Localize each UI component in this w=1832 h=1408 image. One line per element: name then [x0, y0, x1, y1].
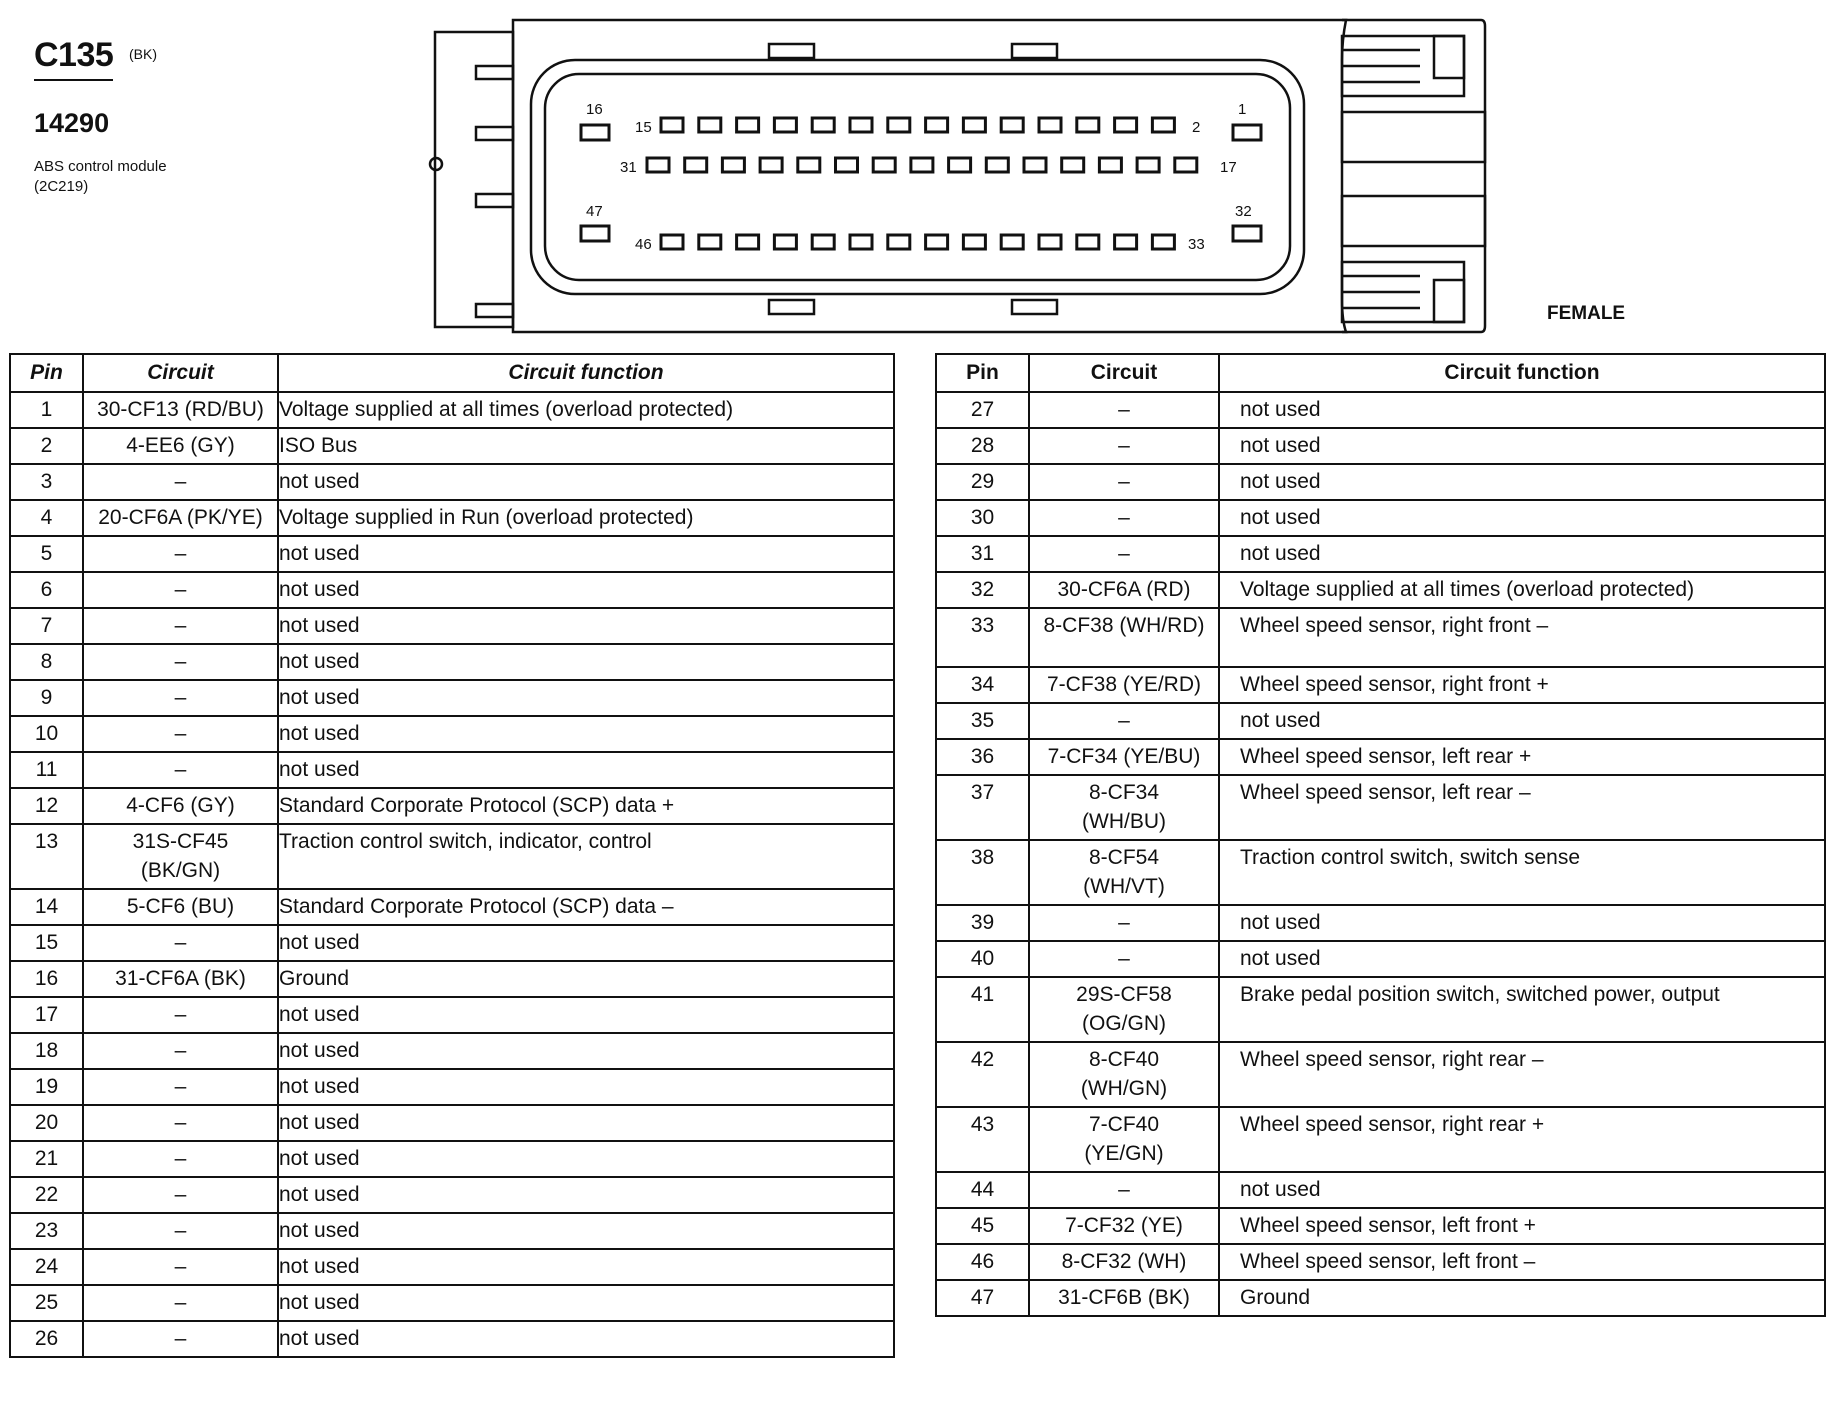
cavity-label-46: 46 — [635, 236, 652, 253]
circuit-cell: – — [83, 1321, 278, 1357]
table-row — [936, 703, 1825, 739]
circuit-cell: – — [1029, 536, 1219, 572]
function-cell: Ground — [278, 961, 894, 997]
function-cell: not used — [278, 1177, 894, 1213]
pin-cavity — [581, 125, 609, 140]
header-pin: Pin — [10, 354, 83, 392]
pin-cavity — [737, 235, 759, 249]
circuit-cell: – — [1029, 905, 1219, 941]
circuit-cell: 8-CF32 (WH) — [1029, 1244, 1219, 1280]
table-row — [936, 941, 1825, 977]
connector-housing — [513, 20, 1346, 332]
cavity-label-2: 2 — [1192, 119, 1201, 136]
cavity-label-32: 32 — [1235, 203, 1252, 220]
function-cell: Brake pedal position switch, switched power, output — [1219, 977, 1825, 1042]
pin-cell: 37 — [936, 775, 1029, 840]
pin-cell: 39 — [936, 905, 1029, 941]
pin-cell: 27 — [936, 392, 1029, 428]
function-cell: Standard Corporate Protocol (SCP) data – — [278, 889, 894, 925]
table-row — [936, 1208, 1825, 1244]
pin-cavity — [699, 235, 721, 249]
module-code: (2C219) — [34, 178, 89, 195]
table-row — [10, 644, 894, 680]
pin-cell: 45 — [936, 1208, 1029, 1244]
circuit-cell: 7-CF32 (YE) — [1029, 1208, 1219, 1244]
pin-cell: 5 — [10, 536, 83, 572]
function-cell: not used — [278, 1033, 894, 1069]
table-header-row — [10, 354, 894, 392]
cavity-label-33: 33 — [1188, 236, 1205, 253]
function-cell: Wheel speed sensor, right front + — [1219, 667, 1825, 703]
circuit-cell: – — [83, 1069, 278, 1105]
circuit-cell: 8-CF40 (WH/GN) — [1029, 1042, 1219, 1107]
table-row — [936, 905, 1825, 941]
pin-cavity — [661, 118, 683, 132]
function-cell: not used — [1219, 428, 1825, 464]
circuit-cell: 8-CF54 (WH/VT) — [1029, 840, 1219, 905]
function-cell: Traction control switch, indicator, control — [278, 824, 894, 889]
pin-cell: 47 — [936, 1280, 1029, 1316]
pin-cell: 6 — [10, 572, 83, 608]
pin-area-inner — [545, 74, 1290, 280]
pin-cavity — [1024, 158, 1046, 172]
pin-cell: 29 — [936, 464, 1029, 500]
circuit-cell: – — [83, 1105, 278, 1141]
function-cell: ISO Bus — [278, 428, 894, 464]
pin-table-right — [935, 353, 1826, 1317]
function-cell: Voltage supplied at all times (overload protected) — [1219, 572, 1825, 608]
circuit-cell: – — [83, 536, 278, 572]
pin-cavity — [1115, 118, 1137, 132]
pin-cell: 12 — [10, 788, 83, 824]
function-cell: not used — [278, 680, 894, 716]
pin-cell: 21 — [10, 1141, 83, 1177]
table-row — [936, 977, 1825, 1042]
function-cell: not used — [278, 1321, 894, 1357]
function-cell: Wheel speed sensor, left front + — [1219, 1208, 1825, 1244]
connector-id: C135 — [34, 36, 113, 81]
pin-cell: 43 — [936, 1107, 1029, 1172]
function-cell: Wheel speed sensor, left rear + — [1219, 739, 1825, 775]
function-cell: not used — [278, 536, 894, 572]
table-row — [936, 392, 1825, 428]
pin-cavity — [798, 158, 820, 172]
circuit-cell: 8-CF34 (WH/BU) — [1029, 775, 1219, 840]
function-cell: not used — [278, 1285, 894, 1321]
pin-cavity — [949, 158, 971, 172]
pin-cavity — [1039, 235, 1061, 249]
circuit-cell: 7-CF38 (YE/RD) — [1029, 667, 1219, 703]
function-cell: Wheel speed sensor, left rear – — [1219, 775, 1825, 840]
pin-cavity — [836, 158, 858, 172]
circuit-cell: – — [83, 1213, 278, 1249]
function-cell: not used — [278, 644, 894, 680]
circuit-cell: 4-CF6 (GY) — [83, 788, 278, 824]
pin-cavity — [1077, 235, 1099, 249]
pin-cell: 4 — [10, 500, 83, 536]
pin-cell: 19 — [10, 1069, 83, 1105]
circuit-cell: – — [83, 1177, 278, 1213]
function-cell: not used — [278, 716, 894, 752]
pin-cavity — [986, 158, 1008, 172]
pin-cavity — [812, 235, 834, 249]
cavity-label-17: 17 — [1220, 159, 1237, 176]
pin-cavity — [963, 118, 985, 132]
function-cell: Wheel speed sensor, right rear – — [1219, 1042, 1825, 1107]
table-row — [936, 739, 1825, 775]
function-cell: not used — [1219, 536, 1825, 572]
pin-cell: 11 — [10, 752, 83, 788]
pin-cavity — [1001, 118, 1023, 132]
pin-cavity — [963, 235, 985, 249]
table-row — [936, 428, 1825, 464]
pin-cavity — [774, 118, 796, 132]
function-cell: not used — [278, 1249, 894, 1285]
cavity-label-1: 1 — [1238, 101, 1247, 118]
circuit-cell: 7-CF34 (YE/BU) — [1029, 739, 1219, 775]
function-cell: not used — [1219, 500, 1825, 536]
circuit-cell: – — [83, 1249, 278, 1285]
circuit-cell: 20-CF6A (PK/YE) — [83, 500, 278, 536]
pin-cell: 16 — [10, 961, 83, 997]
pin-cell: 13 — [10, 824, 83, 889]
pin-cavity — [1077, 118, 1099, 132]
pin-table-left — [9, 353, 895, 1358]
table-row — [10, 752, 894, 788]
pin-cell: 23 — [10, 1213, 83, 1249]
table-row — [10, 428, 894, 464]
table-row — [10, 1033, 894, 1069]
table-row — [10, 1105, 894, 1141]
pin-cell: 33 — [936, 608, 1029, 667]
table-row — [10, 1069, 894, 1105]
table-row — [10, 788, 894, 824]
function-cell: not used — [278, 572, 894, 608]
table-row — [10, 464, 894, 500]
connector-left-latch — [435, 32, 513, 327]
pin-cavity — [888, 235, 910, 249]
circuit-cell: 30-CF6A (RD) — [1029, 572, 1219, 608]
pin-cavity — [1099, 158, 1121, 172]
function-cell: not used — [1219, 941, 1825, 977]
circuit-cell: – — [1029, 703, 1219, 739]
function-cell: not used — [278, 752, 894, 788]
table-row — [10, 961, 894, 997]
part-number: 14290 — [34, 108, 110, 138]
table-row — [936, 536, 1825, 572]
circuit-cell: – — [1029, 392, 1219, 428]
table-row — [936, 464, 1825, 500]
table-row — [10, 925, 894, 961]
table-row — [10, 1285, 894, 1321]
cavity-label-31: 31 — [620, 159, 637, 176]
circuit-cell: 29S-CF58 (OG/GN) — [1029, 977, 1219, 1042]
pin-cell: 30 — [936, 500, 1029, 536]
circuit-cell: 31S-CF45 (BK/GN) — [83, 824, 278, 889]
circuit-cell: – — [83, 644, 278, 680]
pin-cell: 46 — [936, 1244, 1029, 1280]
pin-cavity — [1001, 235, 1023, 249]
pin-cavity — [760, 158, 782, 172]
function-cell: not used — [1219, 464, 1825, 500]
pin-area-outer — [531, 60, 1304, 294]
pin-cell: 42 — [936, 1042, 1029, 1107]
circuit-cell: – — [83, 1033, 278, 1069]
header-circuit: Circuit — [1029, 354, 1219, 392]
pin-cell: 36 — [936, 739, 1029, 775]
circuit-cell: 8-CF38 (WH/RD) — [1029, 608, 1219, 667]
pin-cavity — [737, 118, 759, 132]
table-header-row — [936, 354, 1825, 392]
function-cell: not used — [278, 1105, 894, 1141]
function-cell: not used — [1219, 905, 1825, 941]
pin-cell: 38 — [936, 840, 1029, 905]
pin-cavity — [850, 235, 872, 249]
table-row — [936, 500, 1825, 536]
table-row — [936, 1280, 1825, 1316]
pin-cell: 3 — [10, 464, 83, 500]
pin-cavity — [661, 235, 683, 249]
table-row — [10, 536, 894, 572]
circuit-cell: – — [83, 997, 278, 1033]
pin-cell: 26 — [10, 1321, 83, 1357]
circuit-cell: – — [1029, 428, 1219, 464]
cavity-label-47: 47 — [586, 203, 603, 220]
pin-cavity — [685, 158, 707, 172]
pin-cell: 1 — [10, 392, 83, 428]
table-row — [936, 1042, 1825, 1107]
table-row — [10, 680, 894, 716]
pin-cell: 14 — [10, 889, 83, 925]
circuit-cell: – — [83, 1285, 278, 1321]
circuit-cell: 30-CF13 (RD/BU) — [83, 392, 278, 428]
pin-cell: 22 — [10, 1177, 83, 1213]
pin-cavity — [647, 158, 669, 172]
table-row — [936, 1107, 1825, 1172]
circuit-cell: 4-EE6 (GY) — [83, 428, 278, 464]
circuit-cell: 31-CF6B (BK) — [1029, 1280, 1219, 1316]
pin-cell: 9 — [10, 680, 83, 716]
function-cell: Wheel speed sensor, right rear + — [1219, 1107, 1825, 1172]
pin-cavity — [1233, 226, 1261, 241]
pin-cavity — [911, 158, 933, 172]
header-circuit: Circuit — [83, 354, 278, 392]
function-cell: Traction control switch, switch sense — [1219, 840, 1825, 905]
header-function: Circuit function — [1219, 354, 1825, 392]
pin-cell: 32 — [936, 572, 1029, 608]
pin-cavity — [1152, 235, 1174, 249]
pin-cell: 41 — [936, 977, 1029, 1042]
table-row — [10, 500, 894, 536]
function-cell: not used — [1219, 392, 1825, 428]
table-row — [10, 1321, 894, 1357]
pin-cell: 28 — [936, 428, 1029, 464]
function-cell: not used — [278, 997, 894, 1033]
pin-cell: 24 — [10, 1249, 83, 1285]
cavity-label-16: 16 — [586, 101, 603, 118]
pin-cell: 17 — [10, 997, 83, 1033]
pin-cell: 44 — [936, 1172, 1029, 1208]
pin-cavity — [699, 118, 721, 132]
function-cell: Wheel speed sensor, right front – — [1219, 608, 1825, 667]
pin-cell: 31 — [936, 536, 1029, 572]
pin-cavity — [850, 118, 872, 132]
pin-cell: 34 — [936, 667, 1029, 703]
pin-cell: 10 — [10, 716, 83, 752]
pin-cell: 35 — [936, 703, 1029, 739]
table-row — [10, 1213, 894, 1249]
pin-cell: 25 — [10, 1285, 83, 1321]
table-row — [10, 392, 894, 428]
pin-cavity — [1137, 158, 1159, 172]
table-row — [936, 775, 1825, 840]
pin-cell: 2 — [10, 428, 83, 464]
function-cell: not used — [278, 608, 894, 644]
pin-cavity — [1175, 158, 1197, 172]
function-cell: not used — [278, 464, 894, 500]
circuit-cell: – — [1029, 500, 1219, 536]
circuit-cell: – — [1029, 941, 1219, 977]
function-cell: Voltage supplied in Run (overload protected) — [278, 500, 894, 536]
pin-cavity — [581, 226, 609, 241]
function-cell: Wheel speed sensor, left front – — [1219, 1244, 1825, 1280]
pin-cell: 18 — [10, 1033, 83, 1069]
circuit-cell: 7-CF40 (YE/GN) — [1029, 1107, 1219, 1172]
table-row — [936, 1244, 1825, 1280]
table-row — [10, 889, 894, 925]
function-cell: Voltage supplied at all times (overload protected) — [278, 392, 894, 428]
header-function: Circuit function — [278, 354, 894, 392]
function-cell: Standard Corporate Protocol (SCP) data + — [278, 788, 894, 824]
pin-cavity — [722, 158, 744, 172]
table-row — [10, 608, 894, 644]
table-row — [10, 824, 894, 889]
pin-cavity — [888, 118, 910, 132]
function-cell: not used — [1219, 703, 1825, 739]
circuit-cell: – — [83, 572, 278, 608]
circuit-cell: 5-CF6 (BU) — [83, 889, 278, 925]
pin-cavity — [1233, 125, 1261, 140]
pin-cavity — [774, 235, 796, 249]
circuit-cell: – — [83, 716, 278, 752]
circuit-cell: – — [1029, 464, 1219, 500]
table-row — [10, 1249, 894, 1285]
table-row — [10, 1141, 894, 1177]
circuit-cell: – — [83, 464, 278, 500]
function-cell: not used — [278, 925, 894, 961]
table-row — [10, 1177, 894, 1213]
pin-cell: 8 — [10, 644, 83, 680]
table-row — [936, 608, 1825, 667]
connector-color-code: (BK) — [129, 46, 157, 62]
circuit-cell: – — [83, 1141, 278, 1177]
pin-cell: 15 — [10, 925, 83, 961]
table-row — [936, 572, 1825, 608]
connector-face-diagram — [0, 0, 1832, 340]
pin-cell: 40 — [936, 941, 1029, 977]
function-cell: not used — [278, 1141, 894, 1177]
pin-cavity — [812, 118, 834, 132]
table-row — [10, 572, 894, 608]
cavity-label-15: 15 — [635, 119, 652, 136]
pin-cell: 7 — [10, 608, 83, 644]
pin-cavity — [926, 118, 948, 132]
table-row — [936, 1172, 1825, 1208]
pin-cavity — [1039, 118, 1061, 132]
circuit-cell: 31-CF6A (BK) — [83, 961, 278, 997]
function-cell: not used — [1219, 1172, 1825, 1208]
table-row — [936, 667, 1825, 703]
circuit-cell: – — [83, 608, 278, 644]
table-row — [10, 997, 894, 1033]
pin-cavity — [1062, 158, 1084, 172]
function-cell: not used — [278, 1213, 894, 1249]
pin-cell: 20 — [10, 1105, 83, 1141]
function-cell: Ground — [1219, 1280, 1825, 1316]
circuit-cell: – — [83, 925, 278, 961]
table-row — [10, 716, 894, 752]
circuit-cell: – — [83, 680, 278, 716]
pin-cavity — [926, 235, 948, 249]
pin-cavity — [1152, 118, 1174, 132]
circuit-cell: – — [1029, 1172, 1219, 1208]
circuit-cell: – — [83, 752, 278, 788]
connector-gender: FEMALE — [1547, 303, 1626, 324]
pin-cavity — [873, 158, 895, 172]
module-name: ABS control module — [34, 158, 167, 175]
table-row — [936, 840, 1825, 905]
header-pin: Pin — [936, 354, 1029, 392]
pin-cavity — [1115, 235, 1137, 249]
function-cell: not used — [278, 1069, 894, 1105]
